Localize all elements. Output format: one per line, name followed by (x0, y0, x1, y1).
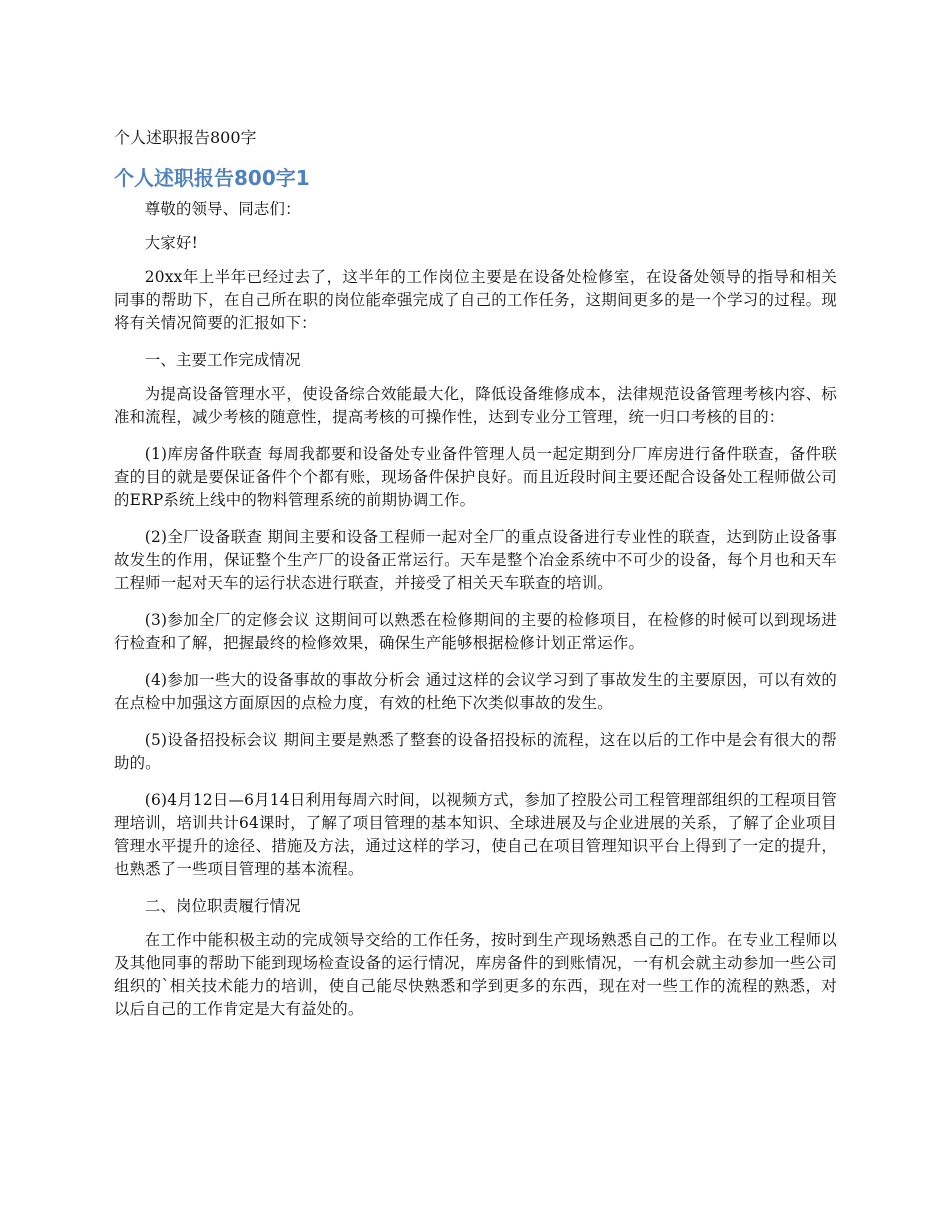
subheading-main-work: 一、主要工作完成情况 (144, 351, 301, 369)
greeting: 大家好! (144, 234, 198, 252)
intro-paragraph: 20xx年上半年已经过去了，这半年的工作岗位主要是在设备处检修室，在设备处领导的指导和相关同事的帮助下，在自己所在职的岗位能牵强完成了自己的工作任务，这期间更多的是一个学习的过程。现将有关情况简要的汇报如下： (114, 268, 837, 332)
paragraph-item-1: (1)库房备件联查 每周我都要和设备处专业备件管理人员一起定期到分厂库房进行备件联查，备件联查的目的就是要保证备件个个都有账，现场备件保护良好。而且近段时间主要还配合设备处工程师做公司的ERP系统上线中的物料管理系统的前期协调工作。 (114, 445, 837, 509)
paragraph-duties: 在工作中能积极主动的完成领导交给的工作任务，按时到生产现场熟悉自己的工作。在专业工程师以及其他同事的帮助下能到现场检查设备的运行情况，库房备件的到账情况，一有机会就主动参加一些公司组织的`相关技术能力的培训，使自己能尽快熟悉和学到更多的东西，现在对一些工作的流程的熟悉，对以后自己的工作肯定是大有益处的。 (114, 931, 837, 1018)
paragraph-item-3: (3)参加全厂的定修会议 这期间可以熟悉在检修期间的主要的检修项目，在检修的时候可以到现场进行检查和了解，把握最终的检修效果，确保生产能够根据检修计划正常运作。 (114, 611, 837, 652)
paragraph-item-2: (2)全厂设备联查 期间主要和设备工程师一起对全厂的重点设备进行专业性的联查，达到防止设备事故发生的作用，保证整个生产厂的设备正常运行。天车是整个冶金系统中不可少的设备，每个月也和天车工程师一起对天车的运行状态进行联查，并接受了相关天车联查的培训。 (114, 528, 837, 592)
paragraph-item-4: (4)参加一些大的设备事故的事故分析会 通过这样的会议学习到了事故发生的主要原因，可以有效的在点检中加强这方面原因的点检力度，有效的杜绝下次类似事故的发生。 (114, 671, 837, 712)
document-title: 个人述职报告800字 (114, 128, 257, 147)
paragraph-item-5: (5)设备招投标会议 期间主要是熟悉了整套的设备招投标的流程，这在以后的工作中是会有很大的帮助的。 (114, 731, 837, 772)
section-heading: 个人述职报告800字1 (114, 166, 310, 190)
paragraph-purpose: 为提高设备管理水平，使设备综合效能最大化，降低设备维修成本，法律规范设备管理考核内容、标准和流程，减少考核的随意性，提高考核的可操作性，达到专业分工管理，统一归口考核的目的： (114, 385, 837, 426)
subheading-duties: 二、岗位职责履行情况 (144, 897, 301, 915)
document-body (114, 198, 837, 1035)
salutation: 尊敬的领导、同志们： (144, 200, 301, 218)
paragraph-item-6: (6)4月12日—6月14日利用每周六时间，以视频方式，参加了控股公司工程管理部组织的工程项目管理培训，培训共计64课时，了解了项目管理的基本知识、全球进展及与企业进展的关系，了解了企业项目管理水平提升的途径、措施及方法，通过这样的学习，使自己在项目管理知识平台上得到了一定的提升，也熟悉了一些项目管理的基本流程。 (114, 791, 837, 878)
